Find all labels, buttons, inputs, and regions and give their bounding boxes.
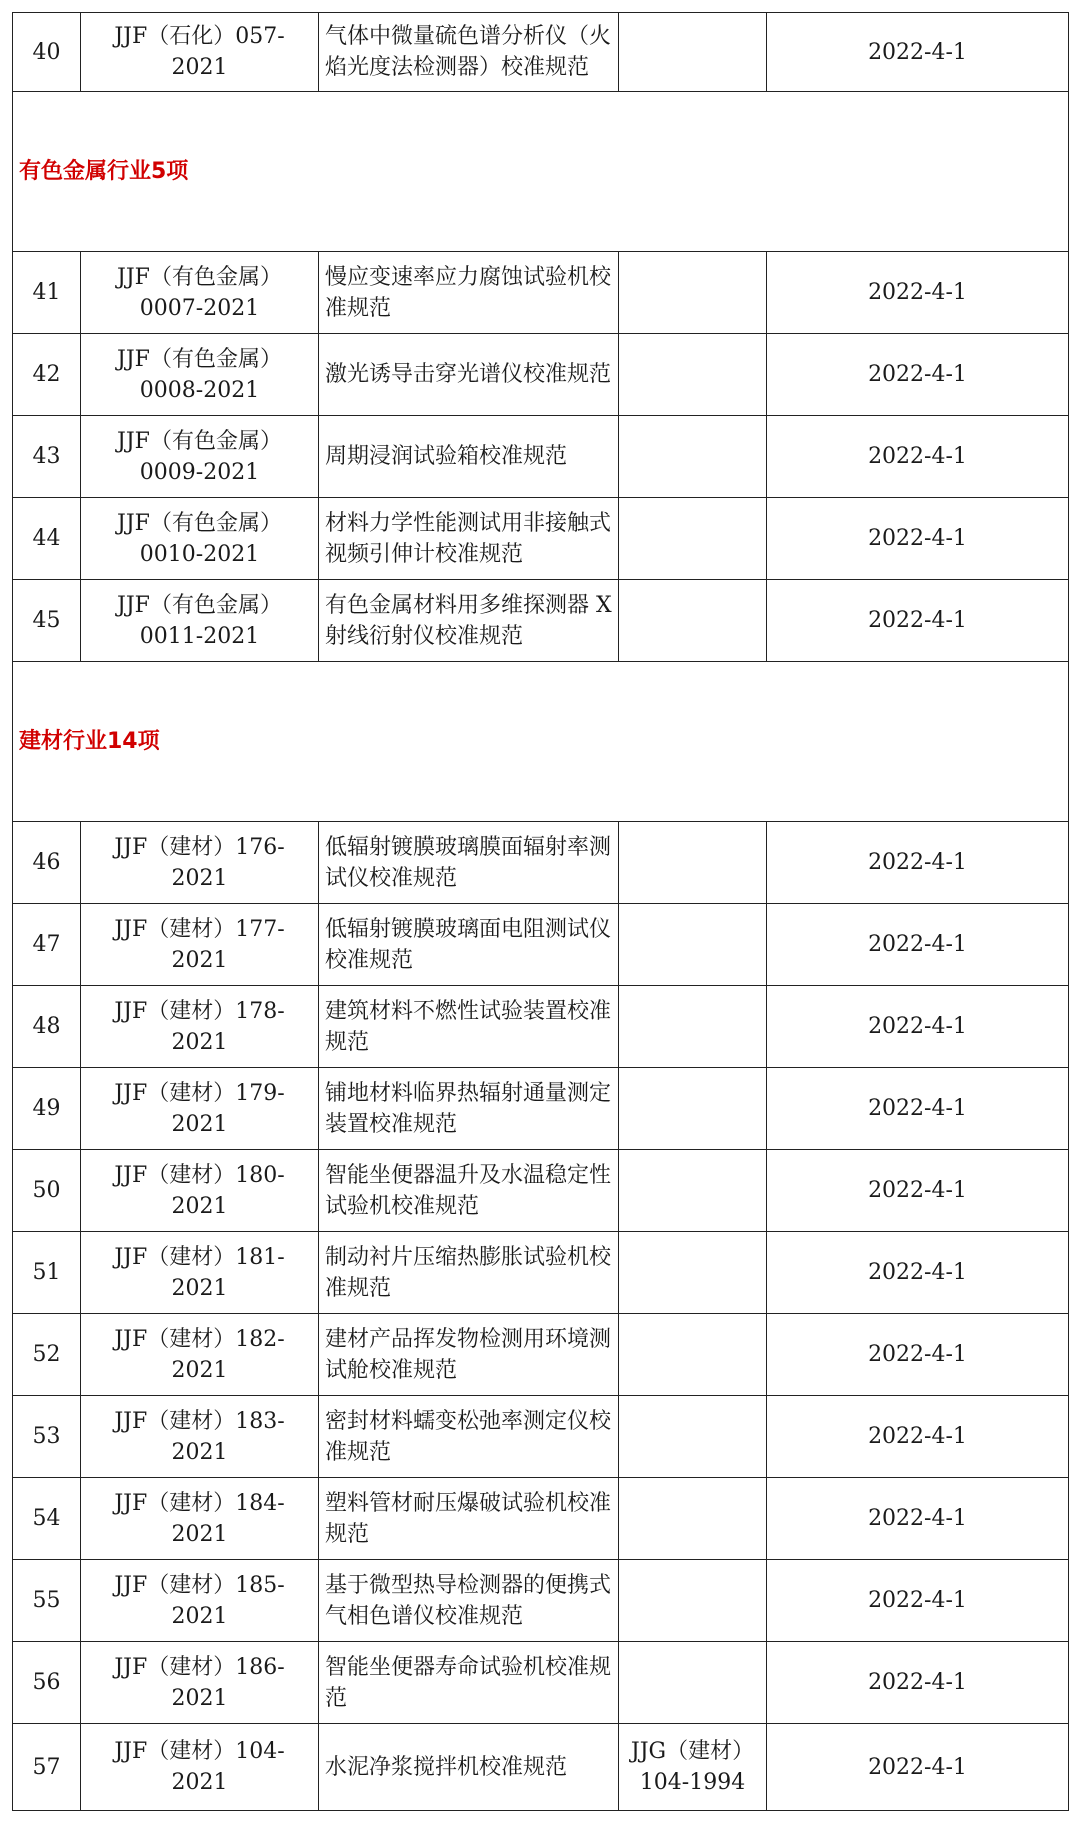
row-number: 50 — [13, 1150, 81, 1232]
row-number: 57 — [13, 1724, 81, 1811]
table-row — [13, 1150, 1069, 1232]
standard-code: JJF（建材）184-2021 — [81, 1478, 319, 1560]
replaced-standard — [619, 1642, 767, 1724]
effective-date: 2022-4-1 — [767, 13, 1069, 92]
standard-name: 激光诱导击穿光谱仪校准规范 — [319, 334, 619, 416]
replaced-standard — [619, 904, 767, 986]
table-row — [13, 1232, 1069, 1314]
standard-code: JJF（建材）104-2021 — [81, 1724, 319, 1811]
standard-code: JJF（建材）176-2021 — [81, 822, 319, 904]
effective-date: 2022-4-1 — [767, 1724, 1069, 1811]
table-row — [13, 1560, 1069, 1642]
standard-name: 水泥净浆搅拌机校准规范 — [319, 1724, 619, 1811]
table-row — [13, 1642, 1069, 1724]
standards-table — [12, 12, 1069, 1811]
row-number: 48 — [13, 986, 81, 1068]
standard-name: 低辐射镀膜玻璃膜面辐射率测试仪校准规范 — [319, 822, 619, 904]
table-row — [13, 1314, 1069, 1396]
table-row — [13, 416, 1069, 498]
table-row — [13, 580, 1069, 662]
standard-name: 周期浸润试验箱校准规范 — [319, 416, 619, 498]
row-number: 41 — [13, 252, 81, 334]
effective-date: 2022-4-1 — [767, 252, 1069, 334]
table-row — [13, 252, 1069, 334]
standard-code: JJF（建材）183-2021 — [81, 1396, 319, 1478]
replaced-standard — [619, 1150, 767, 1232]
standard-code: JJF（有色金属）0007-2021 — [81, 252, 319, 334]
row-number: 44 — [13, 498, 81, 580]
row-number: 46 — [13, 822, 81, 904]
replaced-standard — [619, 1396, 767, 1478]
replaced-standard — [619, 498, 767, 580]
effective-date: 2022-4-1 — [767, 1314, 1069, 1396]
standard-code: JJF（有色金属）0011-2021 — [81, 580, 319, 662]
effective-date: 2022-4-1 — [767, 498, 1069, 580]
effective-date: 2022-4-1 — [767, 1232, 1069, 1314]
table-row — [13, 1068, 1069, 1150]
table-row — [13, 498, 1069, 580]
row-number: 54 — [13, 1478, 81, 1560]
row-number: 43 — [13, 416, 81, 498]
row-number: 51 — [13, 1232, 81, 1314]
section-title: 有色金属行业5项 — [13, 92, 1069, 252]
effective-date: 2022-4-1 — [767, 1396, 1069, 1478]
effective-date: 2022-4-1 — [767, 1560, 1069, 1642]
standard-code: JJF（建材）185-2021 — [81, 1560, 319, 1642]
standard-name: 建材产品挥发物检测用环境测试舱校准规范 — [319, 1314, 619, 1396]
effective-date: 2022-4-1 — [767, 822, 1069, 904]
replaced-standard: JJG（建材）104-1994 — [619, 1724, 767, 1811]
row-number: 52 — [13, 1314, 81, 1396]
row-number: 47 — [13, 904, 81, 986]
standard-name: 铺地材料临界热辐射通量测定装置校准规范 — [319, 1068, 619, 1150]
standard-name: 气体中微量硫色谱分析仪（火焰光度法检测器）校准规范 — [319, 13, 619, 92]
standard-name: 材料力学性能测试用非接触式视频引伸计校准规范 — [319, 498, 619, 580]
row-number: 40 — [13, 13, 81, 92]
table-row — [13, 986, 1069, 1068]
standard-code: JJF（建材）182-2021 — [81, 1314, 319, 1396]
effective-date: 2022-4-1 — [767, 904, 1069, 986]
standard-code: JJF（建材）180-2021 — [81, 1150, 319, 1232]
table-row — [13, 1724, 1069, 1811]
standard-code: JJF（石化）057-2021 — [81, 13, 319, 92]
standard-name: 密封材料蠕变松弛率测定仪校准规范 — [319, 1396, 619, 1478]
standard-name: 塑料管材耐压爆破试验机校准规范 — [319, 1478, 619, 1560]
standard-code: JJF（建材）181-2021 — [81, 1232, 319, 1314]
effective-date: 2022-4-1 — [767, 1150, 1069, 1232]
replaced-standard — [619, 1232, 767, 1314]
row-number: 45 — [13, 580, 81, 662]
standard-name: 低辐射镀膜玻璃面电阻测试仪校准规范 — [319, 904, 619, 986]
standard-name: 慢应变速率应力腐蚀试验机校准规范 — [319, 252, 619, 334]
row-number: 55 — [13, 1560, 81, 1642]
section-header-row — [13, 92, 1069, 252]
replaced-standard — [619, 416, 767, 498]
effective-date: 2022-4-1 — [767, 1642, 1069, 1724]
standard-name: 基于微型热导检测器的便携式气相色谱仪校准规范 — [319, 1560, 619, 1642]
replaced-standard — [619, 986, 767, 1068]
standard-name: 制动衬片压缩热膨胀试验机校准规范 — [319, 1232, 619, 1314]
standard-code: JJF（有色金属）0008-2021 — [81, 334, 319, 416]
standard-name: 有色金属材料用多维探测器 X 射线衍射仪校准规范 — [319, 580, 619, 662]
standard-name: 智能坐便器寿命试验机校准规范 — [319, 1642, 619, 1724]
replaced-standard — [619, 1314, 767, 1396]
replaced-standard — [619, 1560, 767, 1642]
standard-code: JJF（建材）177-2021 — [81, 904, 319, 986]
standard-code: JJF（有色金属）0009-2021 — [81, 416, 319, 498]
table-row — [13, 1478, 1069, 1560]
section-header-row — [13, 662, 1069, 822]
row-number: 42 — [13, 334, 81, 416]
standard-code: JJF（建材）179-2021 — [81, 1068, 319, 1150]
standard-code: JJF（建材）186-2021 — [81, 1642, 319, 1724]
standard-code: JJF（建材）178-2021 — [81, 986, 319, 1068]
effective-date: 2022-4-1 — [767, 1478, 1069, 1560]
effective-date: 2022-4-1 — [767, 1068, 1069, 1150]
effective-date: 2022-4-1 — [767, 986, 1069, 1068]
replaced-standard — [619, 334, 767, 416]
effective-date: 2022-4-1 — [767, 580, 1069, 662]
table-row — [13, 334, 1069, 416]
replaced-standard — [619, 822, 767, 904]
table-row — [13, 1396, 1069, 1478]
table-row — [13, 904, 1069, 986]
standard-name: 智能坐便器温升及水温稳定性试验机校准规范 — [319, 1150, 619, 1232]
section-title: 建材行业14项 — [13, 662, 1069, 822]
row-number: 53 — [13, 1396, 81, 1478]
replaced-standard — [619, 580, 767, 662]
standard-name: 建筑材料不燃性试验装置校准规范 — [319, 986, 619, 1068]
table-row — [13, 13, 1069, 92]
effective-date: 2022-4-1 — [767, 334, 1069, 416]
table-row — [13, 822, 1069, 904]
row-number: 56 — [13, 1642, 81, 1724]
standard-code: JJF（有色金属）0010-2021 — [81, 498, 319, 580]
replaced-standard — [619, 1478, 767, 1560]
effective-date: 2022-4-1 — [767, 416, 1069, 498]
replaced-standard — [619, 252, 767, 334]
replaced-standard — [619, 13, 767, 92]
replaced-standard — [619, 1068, 767, 1150]
row-number: 49 — [13, 1068, 81, 1150]
